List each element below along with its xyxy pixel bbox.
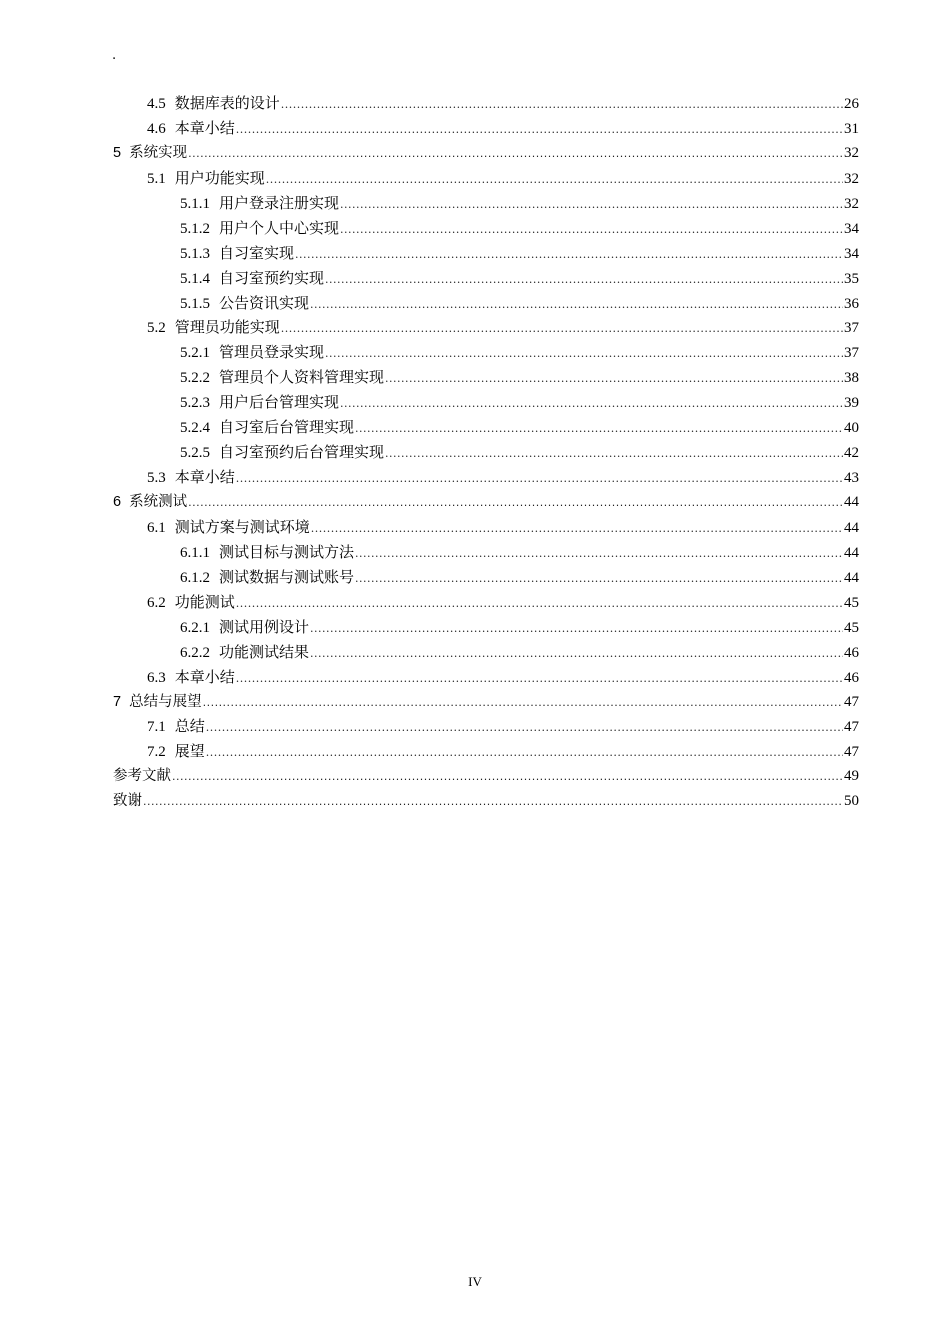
toc-entry-page-number: 45 xyxy=(844,594,859,611)
toc-entry-page-number: 44 xyxy=(844,569,859,586)
toc-entry-title: 自习室后台管理实现 xyxy=(219,418,355,437)
toc-entry[interactable] xyxy=(113,116,859,141)
toc-entry-page-number: 36 xyxy=(844,295,859,312)
toc-entry-title: 自习室实现 xyxy=(219,243,295,262)
toc-dot-leader xyxy=(325,342,843,367)
toc-entry-title: 用户个人中心实现 xyxy=(219,218,340,237)
toc-entry-title: 测试目标与测试方法 xyxy=(219,542,355,561)
toc-dot-leader xyxy=(143,790,843,815)
toc-entry-number: 5.2.1 xyxy=(180,345,210,362)
toc-entry-page-number: 35 xyxy=(844,270,859,287)
toc-entry[interactable] xyxy=(113,166,859,191)
toc-entry[interactable] xyxy=(113,665,859,690)
toc-entry-title: 用户功能实现 xyxy=(174,168,265,187)
toc-entry[interactable] xyxy=(113,565,859,590)
toc-entry-title: 本章小结 xyxy=(174,667,235,686)
toc-entry-number: 5.2.5 xyxy=(180,445,210,462)
toc-entry-page-number: 26 xyxy=(844,96,859,112)
toc-entry[interactable] xyxy=(113,465,859,490)
toc-dot-leader xyxy=(236,592,843,617)
toc-entry-page-number: 47 xyxy=(844,744,859,761)
header-mark: . xyxy=(112,48,117,63)
toc-entry-title: 功能测试结果 xyxy=(219,642,310,661)
toc-entry-page-number: 46 xyxy=(844,644,859,661)
toc-entry-title: 自习室预约后台管理实现 xyxy=(219,443,385,462)
toc-entry-number: 6.1 xyxy=(147,519,166,536)
toc-entry-title: 本章小结 xyxy=(174,468,235,487)
toc-dot-leader xyxy=(236,667,843,692)
toc-entry-page-number: 32 xyxy=(844,195,859,212)
toc-entry-number: 5.1.5 xyxy=(180,295,210,312)
toc-dot-leader xyxy=(311,517,843,542)
toc-entry[interactable] xyxy=(113,714,859,739)
toc-entry-title: 参考文献 xyxy=(113,768,171,785)
toc-entry[interactable] xyxy=(113,315,859,340)
toc-entry-page-number: 44 xyxy=(844,544,859,561)
toc-dot-leader xyxy=(295,243,843,268)
toc-entry-title: 本章小结 xyxy=(174,118,235,137)
toc-entry-title: 致谢 xyxy=(113,793,142,810)
toc-entry-number: 6.2.1 xyxy=(180,619,210,636)
toc-entry-number: 5.2.2 xyxy=(180,370,210,387)
toc-entry-number: 7.1 xyxy=(147,719,166,736)
toc-entry-page-number: 34 xyxy=(844,220,859,237)
toc-entry-title: 用户登录注册实现 xyxy=(219,193,340,212)
toc-entry-page-number: 31 xyxy=(844,120,859,137)
toc-dot-leader xyxy=(266,168,843,193)
toc-entry-page-number: 37 xyxy=(844,320,859,337)
toc-dot-leader xyxy=(281,317,843,342)
toc-entry-number: 7 xyxy=(113,693,122,710)
toc-entry[interactable] xyxy=(113,739,859,764)
toc-entry[interactable] xyxy=(113,440,859,465)
toc-entry-page-number: 32 xyxy=(844,170,859,187)
toc-entry-title: 功能测试 xyxy=(174,592,235,611)
toc-entry-number: 6.1.2 xyxy=(180,569,210,586)
table-of-contents xyxy=(113,91,859,814)
toc-dot-leader xyxy=(340,218,843,243)
toc-entry-title: 系统实现 xyxy=(129,144,188,161)
toc-entry-title: 自习室预约实现 xyxy=(219,268,325,287)
toc-entry-page-number: 43 xyxy=(844,470,859,487)
toc-entry-number: 6.1.1 xyxy=(180,544,210,561)
toc-entry-page-number: 38 xyxy=(844,370,859,387)
toc-entry-number: 5.2.4 xyxy=(180,420,210,437)
toc-entry-number: 6.2 xyxy=(147,594,166,611)
toc-entry-page-number: 32 xyxy=(844,144,859,161)
toc-dot-leader xyxy=(203,691,843,716)
toc-entry[interactable] xyxy=(113,640,859,665)
toc-entry-title: 测试数据与测试账号 xyxy=(219,567,355,586)
toc-entry-number: 5.1 xyxy=(147,170,166,187)
toc-entry-number: 5.1.1 xyxy=(180,195,210,212)
toc-entry-number: 5.2.3 xyxy=(180,395,210,412)
toc-entry[interactable] xyxy=(113,415,859,440)
toc-entry-title: 公告资讯实现 xyxy=(219,293,310,312)
toc-entry-page-number: 50 xyxy=(844,793,859,810)
toc-entry-title: 管理员功能实现 xyxy=(174,318,280,337)
toc-entry-title: 管理员个人资料管理实现 xyxy=(219,368,385,387)
toc-dot-leader xyxy=(355,567,843,592)
toc-entry-page-number: 37 xyxy=(844,345,859,362)
toc-entry-number: 4.6 xyxy=(147,120,166,137)
toc-entry-number: 6.2.2 xyxy=(180,644,210,661)
toc-dot-leader xyxy=(340,392,843,417)
toc-dot-leader xyxy=(385,442,843,467)
toc-entry-title: 展望 xyxy=(174,742,205,761)
toc-entry-number: 5.3 xyxy=(147,470,166,487)
toc-entry-title: 系统测试 xyxy=(129,494,188,510)
toc-dot-leader xyxy=(206,741,843,766)
toc-entry-page-number: 47 xyxy=(844,693,859,710)
toc-entry-number: 6.3 xyxy=(147,669,166,686)
toc-entry[interactable] xyxy=(113,540,859,565)
toc-entry-title: 测试用例设计 xyxy=(219,617,310,636)
toc-entry-title: 用户后台管理实现 xyxy=(219,393,340,412)
toc-entry-title: 数据库表的设计 xyxy=(174,94,280,112)
toc-entry-title: 管理员登录实现 xyxy=(219,343,325,362)
toc-entry[interactable] xyxy=(113,291,859,316)
toc-entry-page-number: 46 xyxy=(844,669,859,686)
toc-entry-title: 总结 xyxy=(174,717,205,736)
toc-dot-leader xyxy=(236,118,843,143)
toc-entry[interactable] xyxy=(113,241,859,266)
toc-dot-leader xyxy=(188,491,843,516)
toc-entry-page-number: 44 xyxy=(844,494,859,510)
toc-entry[interactable] xyxy=(113,615,859,640)
toc-dot-leader xyxy=(325,268,843,293)
toc-entry-page-number: 45 xyxy=(844,619,859,636)
toc-dot-leader xyxy=(281,93,843,118)
toc-entry-number: 5.1.3 xyxy=(180,245,210,262)
toc-entry-page-number: 47 xyxy=(844,719,859,736)
toc-entry-title: 总结与展望 xyxy=(129,693,202,710)
toc-dot-leader xyxy=(172,765,843,790)
toc-entry[interactable] xyxy=(113,216,859,241)
toc-entry-page-number: 40 xyxy=(844,420,859,437)
footer-page-number: IV xyxy=(468,1274,482,1289)
toc-entry-page-number: 34 xyxy=(844,245,859,262)
toc-dot-leader xyxy=(340,193,843,218)
toc-entry-page-number: 49 xyxy=(844,768,859,785)
toc-dot-leader xyxy=(236,467,843,492)
toc-entry-page-number: 42 xyxy=(844,445,859,462)
toc-entry[interactable] xyxy=(113,91,859,116)
toc-dot-leader xyxy=(355,417,843,442)
toc-entry[interactable] xyxy=(113,340,859,365)
toc-entry[interactable] xyxy=(113,789,859,814)
toc-entry[interactable] xyxy=(113,590,859,615)
toc-entry-number: 7.2 xyxy=(147,744,166,761)
toc-entry-page-number: 44 xyxy=(844,519,859,536)
toc-dot-leader xyxy=(385,367,843,392)
toc-entry-number: 6 xyxy=(113,494,122,510)
toc-entry-title: 测试方案与测试环境 xyxy=(174,517,310,536)
toc-entry-number: 4.5 xyxy=(147,96,166,112)
toc-dot-leader xyxy=(355,542,843,567)
toc-dot-leader xyxy=(310,293,843,318)
toc-dot-leader xyxy=(206,716,843,741)
toc-entry[interactable] xyxy=(113,191,859,216)
toc-entry[interactable] xyxy=(113,390,859,415)
toc-entry[interactable] xyxy=(113,764,859,789)
toc-entry-number: 5.1.4 xyxy=(180,270,210,287)
toc-entry[interactable] xyxy=(113,690,859,715)
toc-dot-leader xyxy=(310,617,843,642)
toc-dot-leader xyxy=(188,142,843,167)
toc-entry-number: 5.2 xyxy=(147,320,166,337)
toc-entry[interactable] xyxy=(113,266,859,291)
toc-entry-number: 5 xyxy=(113,144,122,161)
toc-entry-number: 5.1.2 xyxy=(180,220,210,237)
toc-entry[interactable] xyxy=(113,141,859,166)
toc-entry[interactable] xyxy=(113,490,859,515)
toc-entry-page-number: 39 xyxy=(844,395,859,412)
toc-entry[interactable] xyxy=(113,515,859,540)
toc-dot-leader xyxy=(310,642,843,667)
toc-entry[interactable] xyxy=(113,365,859,390)
